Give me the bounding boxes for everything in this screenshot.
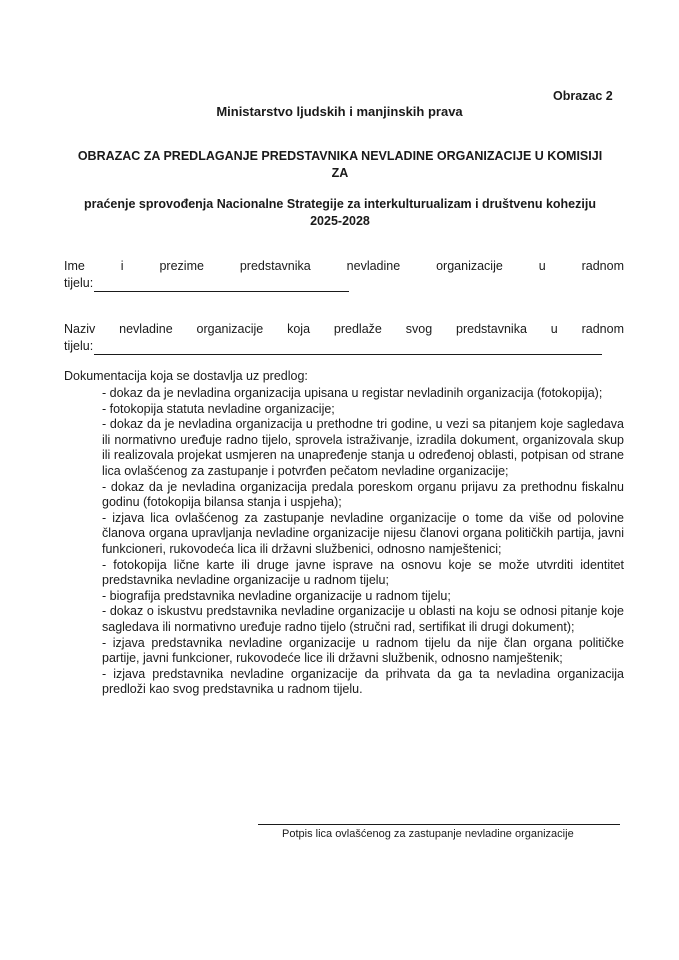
list-item: - biografija predstavnika nevladine organizacije u radnom tijelu; bbox=[102, 588, 451, 603]
documentation-list bbox=[102, 386, 624, 698]
form-title: OBRAZAC ZA PREDLAGANJE PREDSTAVNIKA NEVLADINE ORGANIZACIJE U KOMISIJI ZA bbox=[77, 149, 603, 180]
representative-name-input-line[interactable] bbox=[94, 278, 349, 292]
list-item: - dokaz da je nevladina organizacija u prethodne tri godine, u vezi sa pitanjem koje sagledava ili normativno uređuje radno tijelo, sprovela istraživanje, izradila dokument, organizovala skup ili realizovala projekat usmjeren na unapređenje stanja u određenoj oblasti, potpisan od strane lica ovlašćenog za zastupanje i potvrđen pečatom nevladine organizacije; bbox=[102, 417, 624, 478]
ministry-name: Ministarstvo ljudskih i manjinskih prava bbox=[216, 104, 463, 119]
organization-name-field bbox=[64, 321, 624, 355]
list-item: - izjava predstavnika nevladine organizacije da prihvata da ga ta nevladina organizacija predloži kao svog predstavnika u radnom tijelu. bbox=[102, 666, 624, 697]
organization-name-continuation: tijelu: bbox=[64, 339, 94, 353]
form-number: Obrazac 2 bbox=[553, 89, 613, 103]
list-item: - fotokopija statuta nevladine organizacije; bbox=[102, 401, 335, 416]
list-item: - fotokopija lične karte ili druge javne isprave na osnovu koje se može utvrditi identitet predstavnika nevladine organizacije u radnom tijelu; bbox=[102, 557, 624, 588]
list-item: - dokaz da je nevladina organizacija upisana u registar nevladinih organizacija (fotokopija); bbox=[102, 386, 603, 400]
list-item: - izjava predstavnika nevladine organizacije u radnom tijelu da nije član organa političke partije, javni funkcioner, rukovodeće lice ili državni službenik, odnosno namještenik; bbox=[102, 635, 624, 666]
form-subtitle: praćenje sprovođenja Nacionalne Strategije za interkulturualizam i društvenu koheziju 2025-2028 bbox=[84, 197, 596, 228]
signature-line[interactable] bbox=[258, 824, 620, 825]
representative-name-field bbox=[64, 258, 624, 292]
signature-label: Potpis lica ovlašćenog za zastupanje nevladine organizacije bbox=[282, 828, 574, 840]
representative-name-continuation: tijelu: bbox=[64, 276, 94, 290]
organization-name-label: Naziv nevladine organizacije koja predlaže svog predstavnika u radnom bbox=[64, 322, 624, 336]
documentation-heading: Dokumentacija koja se dostavlja uz predlog: bbox=[64, 369, 308, 383]
list-item: - izjava lica ovlašćenog za zastupanje nevladine organizacije o tome da više od polovine članova organa upravljanja nevladine organizacije nijesu članovi organa političkih partija, javni funkcioneri, rukovodeća lica ili državni službenici, odnosno namještenici; bbox=[102, 510, 624, 556]
list-item: - dokaz o iskustvu predstavnika nevladine organizacije u oblasti na koju se odnosi pitanje koje sagledava ili normativno uređuje radno tijelo (stručni rad, sertifikat ili drugi dokument); bbox=[102, 604, 624, 634]
list-item: - dokaz da je nevladina organizacija predala poreskom organu prijavu za prethodnu fiskalnu godinu (fotokopija bilansa stanja i uspjeha); bbox=[102, 479, 624, 510]
representative-name-label: Ime i prezime predstavnika nevladine organizacije u radnom bbox=[64, 259, 624, 273]
organization-name-input-line[interactable] bbox=[94, 341, 602, 355]
